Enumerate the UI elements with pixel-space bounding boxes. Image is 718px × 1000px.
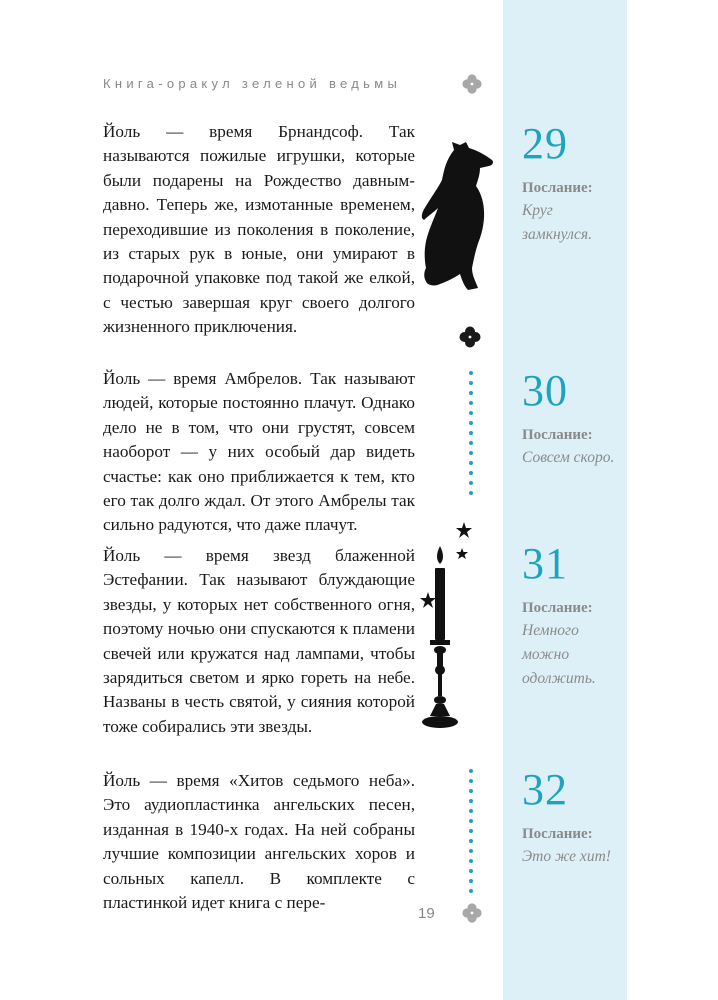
clover-icon bbox=[461, 73, 483, 95]
message-label: Послание: bbox=[522, 427, 593, 443]
bear-silhouette bbox=[414, 140, 498, 292]
candle-silhouette bbox=[418, 518, 480, 736]
message-number: 29 bbox=[522, 119, 568, 168]
message-block bbox=[522, 765, 622, 869]
entry-paragraph: Йоль — время «Хитов седьмого неба». Это аудиопластинка ангельских песен, изданная в 1940-х годах. На ней собраны лучшие композиции ангельских хоров и сольных капелл. В комплекте с пластинкой идет книга с пере- bbox=[103, 771, 415, 913]
dotted-divider bbox=[468, 370, 474, 500]
message-block bbox=[522, 366, 622, 470]
message-number: 30 bbox=[522, 366, 568, 415]
message-label: Послание: bbox=[522, 600, 593, 616]
message-label: Послание: bbox=[522, 180, 593, 196]
message-block bbox=[522, 119, 622, 247]
message-number: 31 bbox=[522, 539, 568, 588]
message-text: Совсем скоро. bbox=[522, 449, 615, 466]
message-label: Послание: bbox=[522, 826, 593, 842]
page-number: 19 bbox=[418, 905, 435, 922]
message-text: Круг замкнулся. bbox=[522, 202, 592, 243]
running-title: Книга-оракул зеленой ведьмы bbox=[103, 76, 402, 91]
dotted-divider bbox=[468, 768, 474, 898]
clover-icon bbox=[458, 325, 482, 349]
message-text: Немного можно одолжить. bbox=[522, 622, 596, 687]
message-number: 32 bbox=[522, 765, 568, 814]
clover-icon bbox=[461, 902, 483, 924]
message-text: Это же хит! bbox=[522, 848, 611, 865]
message-block bbox=[522, 539, 622, 691]
entry-paragraph: Йоль — время Амбрелов. Так называют людей, которые постоянно плачут. Однако дело не в том, что они грустят, совсем наоборот — у них особый дар видеть счастье: как оно приближается к тем, кто его так долго ждал. От этого Амбрелы так сильно радуются, что даже плачут. bbox=[103, 369, 415, 535]
entry-paragraph: Йоль — время Брнандсоф. Так называются пожилые игрушки, которые были подарены на Рождество давным-давно. Теперь же, измотанные временем, переходившие из поколения в поколение, из старых рук в юные, они умирают в подарочной упаковке под такой же елкой, с честью завершая круг своего долгого жизненного приключения. bbox=[103, 122, 415, 337]
entry-paragraph: Йоль — время звезд блаженной Эстефании. Так называют блуждающие звезды, у которых нет собственного огня, поэтому ночью они спускаются к пламени свечей или кружатся над лампами, чтобы зарядиться светом и ярко гореть на небе. Названы в честь святой, у сияния которой тоже собирались эти звезды. bbox=[103, 546, 415, 736]
